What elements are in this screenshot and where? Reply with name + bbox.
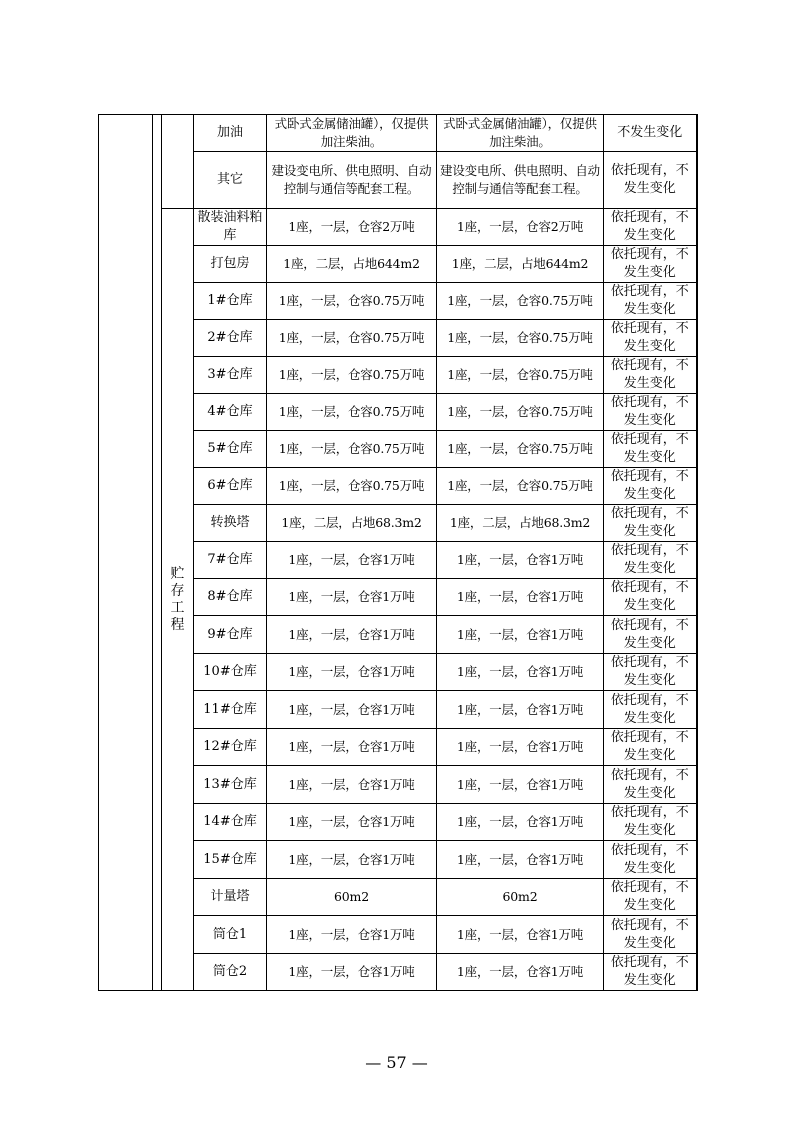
after-change-cell: 1座，一层，仓容1万吨: [437, 916, 604, 954]
after-change-cell: 1座，一层，仓容0.75万吨: [437, 394, 604, 431]
change-status-cell: 依托现有，不发生变化: [604, 542, 697, 579]
before-change-cell: 1座，一层，仓容0.75万吨: [267, 283, 437, 320]
after-change-cell: 1座，一层，仓容1万吨: [437, 691, 604, 729]
divider-column-cell: [153, 115, 162, 991]
before-change-cell: 1座，一层，仓容1万吨: [267, 579, 437, 616]
before-change-cell: 1座，一层，仓容0.75万吨: [267, 357, 437, 394]
after-change-cell: 1座，一层，仓容1万吨: [437, 954, 604, 991]
after-change-cell: 1座，一层，仓容1万吨: [437, 579, 604, 616]
change-status-cell: 依托现有，不发生变化: [604, 468, 697, 505]
after-change-cell: 1座，一层，仓容1万吨: [437, 542, 604, 579]
before-change-cell: 1座，一层，仓容1万吨: [267, 654, 437, 691]
table-row: [99, 209, 697, 246]
table-body: [99, 115, 697, 991]
after-change-cell: 1座，二层，占地68.3m2: [437, 505, 604, 542]
after-change-cell: 1座，一层，仓容1万吨: [437, 766, 604, 804]
change-status-cell: 依托现有，不发生变化: [604, 916, 697, 954]
previous-category-cell: [162, 115, 194, 209]
before-change-cell: 1座，一层，仓容0.75万吨: [267, 431, 437, 468]
item-name-cell: 7#仓库: [194, 542, 267, 579]
item-name-cell: 6#仓库: [194, 468, 267, 505]
change-status-cell: 依托现有，不发生变化: [604, 879, 697, 916]
change-status-cell: 依托现有，不发生变化: [604, 766, 697, 804]
before-change-cell: 式卧式金属储油罐），仅提供加注柴油。: [267, 115, 437, 152]
change-status-cell: 依托现有，不发生变化: [604, 691, 697, 729]
item-name-cell: 加油: [194, 115, 267, 152]
change-status-cell: 依托现有，不发生变化: [604, 283, 697, 320]
item-name-cell: 筒仓2: [194, 954, 267, 991]
item-name-cell: 10#仓库: [194, 654, 267, 691]
change-status-cell: 依托现有，不发生变化: [604, 152, 697, 209]
item-name-cell: 计量塔: [194, 879, 267, 916]
item-name-cell: 4#仓库: [194, 394, 267, 431]
after-change-cell: 1座，一层，仓容1万吨: [437, 841, 604, 879]
before-change-cell: 1座，一层，仓容1万吨: [267, 616, 437, 654]
after-change-cell: 式卧式金属储油罐），仅提供加注柴油。: [437, 115, 604, 152]
item-name-cell: 转换塔: [194, 505, 267, 542]
after-change-cell: 1座，一层，仓容0.75万吨: [437, 357, 604, 394]
before-change-cell: 建设变电所、供电照明、自动控制与通信等配套工程。: [267, 152, 437, 209]
before-change-cell: 1座，一层，仓容1万吨: [267, 542, 437, 579]
before-change-cell: 1座，一层，仓容1万吨: [267, 916, 437, 954]
item-name-cell: 15#仓库: [194, 841, 267, 879]
before-change-cell: 1座，二层，占地644m2: [267, 246, 437, 283]
before-change-cell: 1座，一层，仓容1万吨: [267, 766, 437, 804]
item-name-cell: 13#仓库: [194, 766, 267, 804]
item-name-cell: 筒仓1: [194, 916, 267, 954]
after-change-cell: 1座，一层，仓容0.75万吨: [437, 320, 604, 357]
before-change-cell: 1座，一层，仓容2万吨: [267, 209, 437, 246]
change-status-cell: 依托现有，不发生变化: [604, 841, 697, 879]
item-name-cell: 1#仓库: [194, 283, 267, 320]
table-row: [99, 115, 697, 152]
category-label: 贮存工程: [170, 565, 185, 633]
after-change-cell: 60m2: [437, 879, 604, 916]
item-name-cell: 打包房: [194, 246, 267, 283]
page-number: — 57 —: [365, 1053, 428, 1072]
item-name-cell: 5#仓库: [194, 431, 267, 468]
after-change-cell: 1座，一层，仓容0.75万吨: [437, 431, 604, 468]
change-status-cell: 依托现有，不发生变化: [604, 209, 697, 246]
item-name-cell: 11#仓库: [194, 691, 267, 729]
engineering-table: [98, 114, 698, 991]
change-status-cell: 依托现有，不发生变化: [604, 579, 697, 616]
after-change-cell: 1座，二层，占地644m2: [437, 246, 604, 283]
change-status-cell: 依托现有，不发生变化: [604, 431, 697, 468]
before-change-cell: 1座，一层，仓容0.75万吨: [267, 320, 437, 357]
after-change-cell: 1座，一层，仓容2万吨: [437, 209, 604, 246]
change-status-cell: 依托现有，不发生变化: [604, 394, 697, 431]
change-status-cell: 依托现有，不发生变化: [604, 616, 697, 654]
change-status-cell: 依托现有，不发生变化: [604, 804, 697, 841]
change-status-cell: 依托现有，不发生变化: [604, 320, 697, 357]
change-status-cell: 依托现有，不发生变化: [604, 357, 697, 394]
after-change-cell: 建设变电所、供电照明、自动控制与通信等配套工程。: [437, 152, 604, 209]
before-change-cell: 1座，一层，仓容0.75万吨: [267, 394, 437, 431]
after-change-cell: 1座，一层，仓容0.75万吨: [437, 283, 604, 320]
before-change-cell: 60m2: [267, 879, 437, 916]
before-change-cell: 1座，二层，占地68.3m2: [267, 505, 437, 542]
item-name-cell: 12#仓库: [194, 729, 267, 766]
after-change-cell: 1座，一层，仓容1万吨: [437, 654, 604, 691]
before-change-cell: 1座，一层，仓容1万吨: [267, 691, 437, 729]
item-name-cell: 其它: [194, 152, 267, 209]
change-status-cell: 依托现有，不发生变化: [604, 505, 697, 542]
change-status-cell: 不发生变化: [604, 115, 697, 152]
before-change-cell: 1座，一层，仓容1万吨: [267, 804, 437, 841]
after-change-cell: 1座，一层，仓容1万吨: [437, 804, 604, 841]
after-change-cell: 1座，一层，仓容0.75万吨: [437, 468, 604, 505]
item-name-cell: 8#仓库: [194, 579, 267, 616]
category-cell: [162, 209, 194, 991]
before-change-cell: 1座，一层，仓容1万吨: [267, 954, 437, 991]
change-status-cell: 依托现有，不发生变化: [604, 954, 697, 991]
change-status-cell: 依托现有，不发生变化: [604, 729, 697, 766]
item-name-cell: 2#仓库: [194, 320, 267, 357]
before-change-cell: 1座，一层，仓容1万吨: [267, 841, 437, 879]
item-name-cell: 散装油料粕库: [194, 209, 267, 246]
change-status-cell: 依托现有，不发生变化: [604, 246, 697, 283]
item-name-cell: 14#仓库: [194, 804, 267, 841]
item-name-cell: 3#仓库: [194, 357, 267, 394]
before-change-cell: 1座，一层，仓容0.75万吨: [267, 468, 437, 505]
item-name-cell: 9#仓库: [194, 616, 267, 654]
before-change-cell: 1座，一层，仓容1万吨: [267, 729, 437, 766]
outer-column-cell: [99, 115, 153, 991]
change-status-cell: 依托现有，不发生变化: [604, 654, 697, 691]
after-change-cell: 1座，一层，仓容1万吨: [437, 616, 604, 654]
after-change-cell: 1座，一层，仓容1万吨: [437, 729, 604, 766]
